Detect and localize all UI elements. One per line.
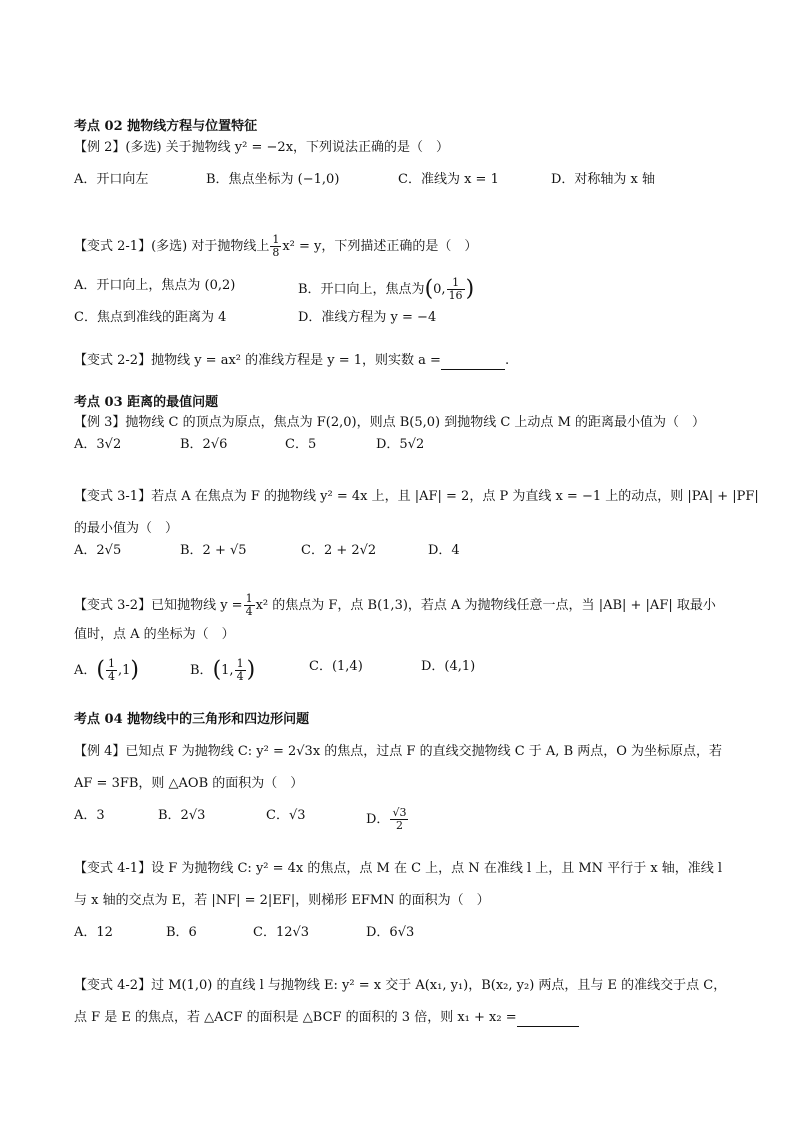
example-2-option-b: B．焦点坐标为 (−1,0): [206, 172, 340, 187]
variant-3-2-question-line2: 值时，点 A 的坐标为（ ）: [74, 627, 235, 642]
example-3-option-c: C．5: [285, 437, 317, 452]
example-2-question: 【例 2】(多选) 关于抛物线 y² = −2x，下列说法正确的是（ ）: [74, 140, 450, 155]
example-4-question-line1: 【例 4】已知点 F 为抛物线 C: y² = 2√3x 的焦点，过点 F 的直线交抛物线 C 于 A, B 两点，O 为坐标原点，若: [74, 744, 723, 759]
variant-4-2-question-line2: 点 F 是 E 的焦点，若 △ACF 的面积是 △BCF 的面积的 3 倍，则 x₁ + x₂ =: [74, 1009, 579, 1027]
variant-3-2-option-c: C．(1,4): [309, 659, 363, 674]
variant-2-1-option-a: A．开口向上，焦点为 (0,2): [74, 278, 236, 293]
example-3-question: 【例 3】抛物线 C 的顶点为原点，焦点为 F(2,0)，则点 B(5,0) 到抛物线 C 上动点 M 的距离最小值为（ ）: [74, 415, 706, 430]
variant-3-1-question-line2: 的最小值为（ ）: [74, 521, 179, 536]
variant-4-1-option-d: D．6√3: [366, 925, 415, 940]
variant-2-1-option-d: D．准线方程为 y = −4: [298, 310, 437, 325]
variant-3-2-option-a: A．( $\frac{1}{4}$ ,1): [74, 657, 139, 683]
example-4-option-a: A．3: [74, 808, 105, 823]
variant-3-1-option-a: A．2√5: [74, 543, 122, 558]
example-2-option-a: A．开口向左: [74, 172, 149, 187]
variant-4-1-option-c: C．12√3: [253, 925, 310, 940]
variant-2-1-question: [74, 234, 477, 259]
example-4-option-d: D． $\frac{√3}{2}$: [366, 806, 407, 832]
variant-3-1-question-line1: 【变式 3-1】若点 A 在焦点为 F 的抛物线 y² = 4x 上，且 |AF| = 2，点 P 为直线 x = −1 上的动点，则 |PA| + |PF|: [74, 489, 759, 504]
section-title-02: 考点 02 抛物线方程与位置特征: [74, 119, 258, 134]
variant-4-1-question-line2: 与 x 轴的交点为 E，若 |NF| = 2|EF|，则梯形 EFMN 的面积为（ ）: [74, 893, 490, 908]
variant-4-1-option-b: B．6: [166, 925, 197, 940]
example-2-option-c: C．准线为 x = 1: [398, 172, 499, 187]
variant-2-1-option-b: B．开口向上，焦点为(0, $\frac{1}{16}$ ): [298, 276, 475, 302]
variant-4-2-question-line1: 【变式 4-2】过 M(1,0) 的直线 l 与抛物线 E: y² = x 交于 A(x₁, y₁)，B(x₂, y₂) 两点，且与 E 的准线交于点 C，: [74, 978, 727, 993]
variant-3-2-question-line1: 【变式 3-2】已知抛物线 y = $\frac{1}{4}$ x² 的焦点为 F，点 B(1,3)，若点 A 为抛物线任意一点，当 |AB| + |AF| 取最小: [74, 592, 716, 618]
example-3-option-a: A．3√2: [74, 437, 122, 452]
variant-2-2-question: 【变式 2-2】抛物线 y = ax² 的准线方程是 y = 1，则实数 a = .: [74, 353, 510, 368]
example-3-option-b: B．2√6: [180, 437, 228, 452]
variant-2-1-prefix: 【变式 2-1】(多选) 对于抛物线上: [74, 239, 270, 254]
variant-3-1-option-b: B．2 + √5: [180, 543, 247, 558]
section-title-04: 考点 04 抛物线中的三角形和四边形问题: [74, 712, 310, 727]
example-2-option-d: D．对称轴为 x 轴: [551, 172, 656, 187]
example-4-option-b: B．2√3: [158, 808, 206, 823]
variant-2-1-fraction: $\frac{1}{8}$: [272, 233, 280, 259]
example-4-option-c: C．√3: [266, 808, 306, 823]
variant-3-1-option-c: C．2 + 2√2: [301, 543, 377, 558]
variant-3-2-option-d: D．(4,1): [421, 659, 476, 674]
example-4-question-line2: AF = 3FB，则 △AOB 的面积为（ ）: [74, 776, 304, 791]
variant-4-1-question-line1: 【变式 4-1】设 F 为抛物线 C: y² = 4x 的焦点，点 M 在 C 上，点 N 在准线 l 上，且 MN 平行于 x 轴，准线 l: [74, 861, 723, 876]
answer-blank: [517, 1012, 579, 1027]
example-3-option-d: D．5√2: [376, 437, 425, 452]
variant-4-1-option-a: A．12: [74, 925, 113, 940]
variant-2-1-suffix: x² = y，下列描述正确的是（ ）: [282, 239, 478, 254]
answer-blank: [441, 355, 505, 370]
section-title-03: 考点 03 距离的最值问题: [74, 395, 219, 410]
variant-3-1-option-d: D．4: [428, 543, 460, 558]
variant-3-2-option-b: B．(1, $\frac{1}{4}$ ): [190, 657, 256, 683]
variant-2-1-option-c: C．焦点到准线的距离为 4: [74, 310, 227, 325]
